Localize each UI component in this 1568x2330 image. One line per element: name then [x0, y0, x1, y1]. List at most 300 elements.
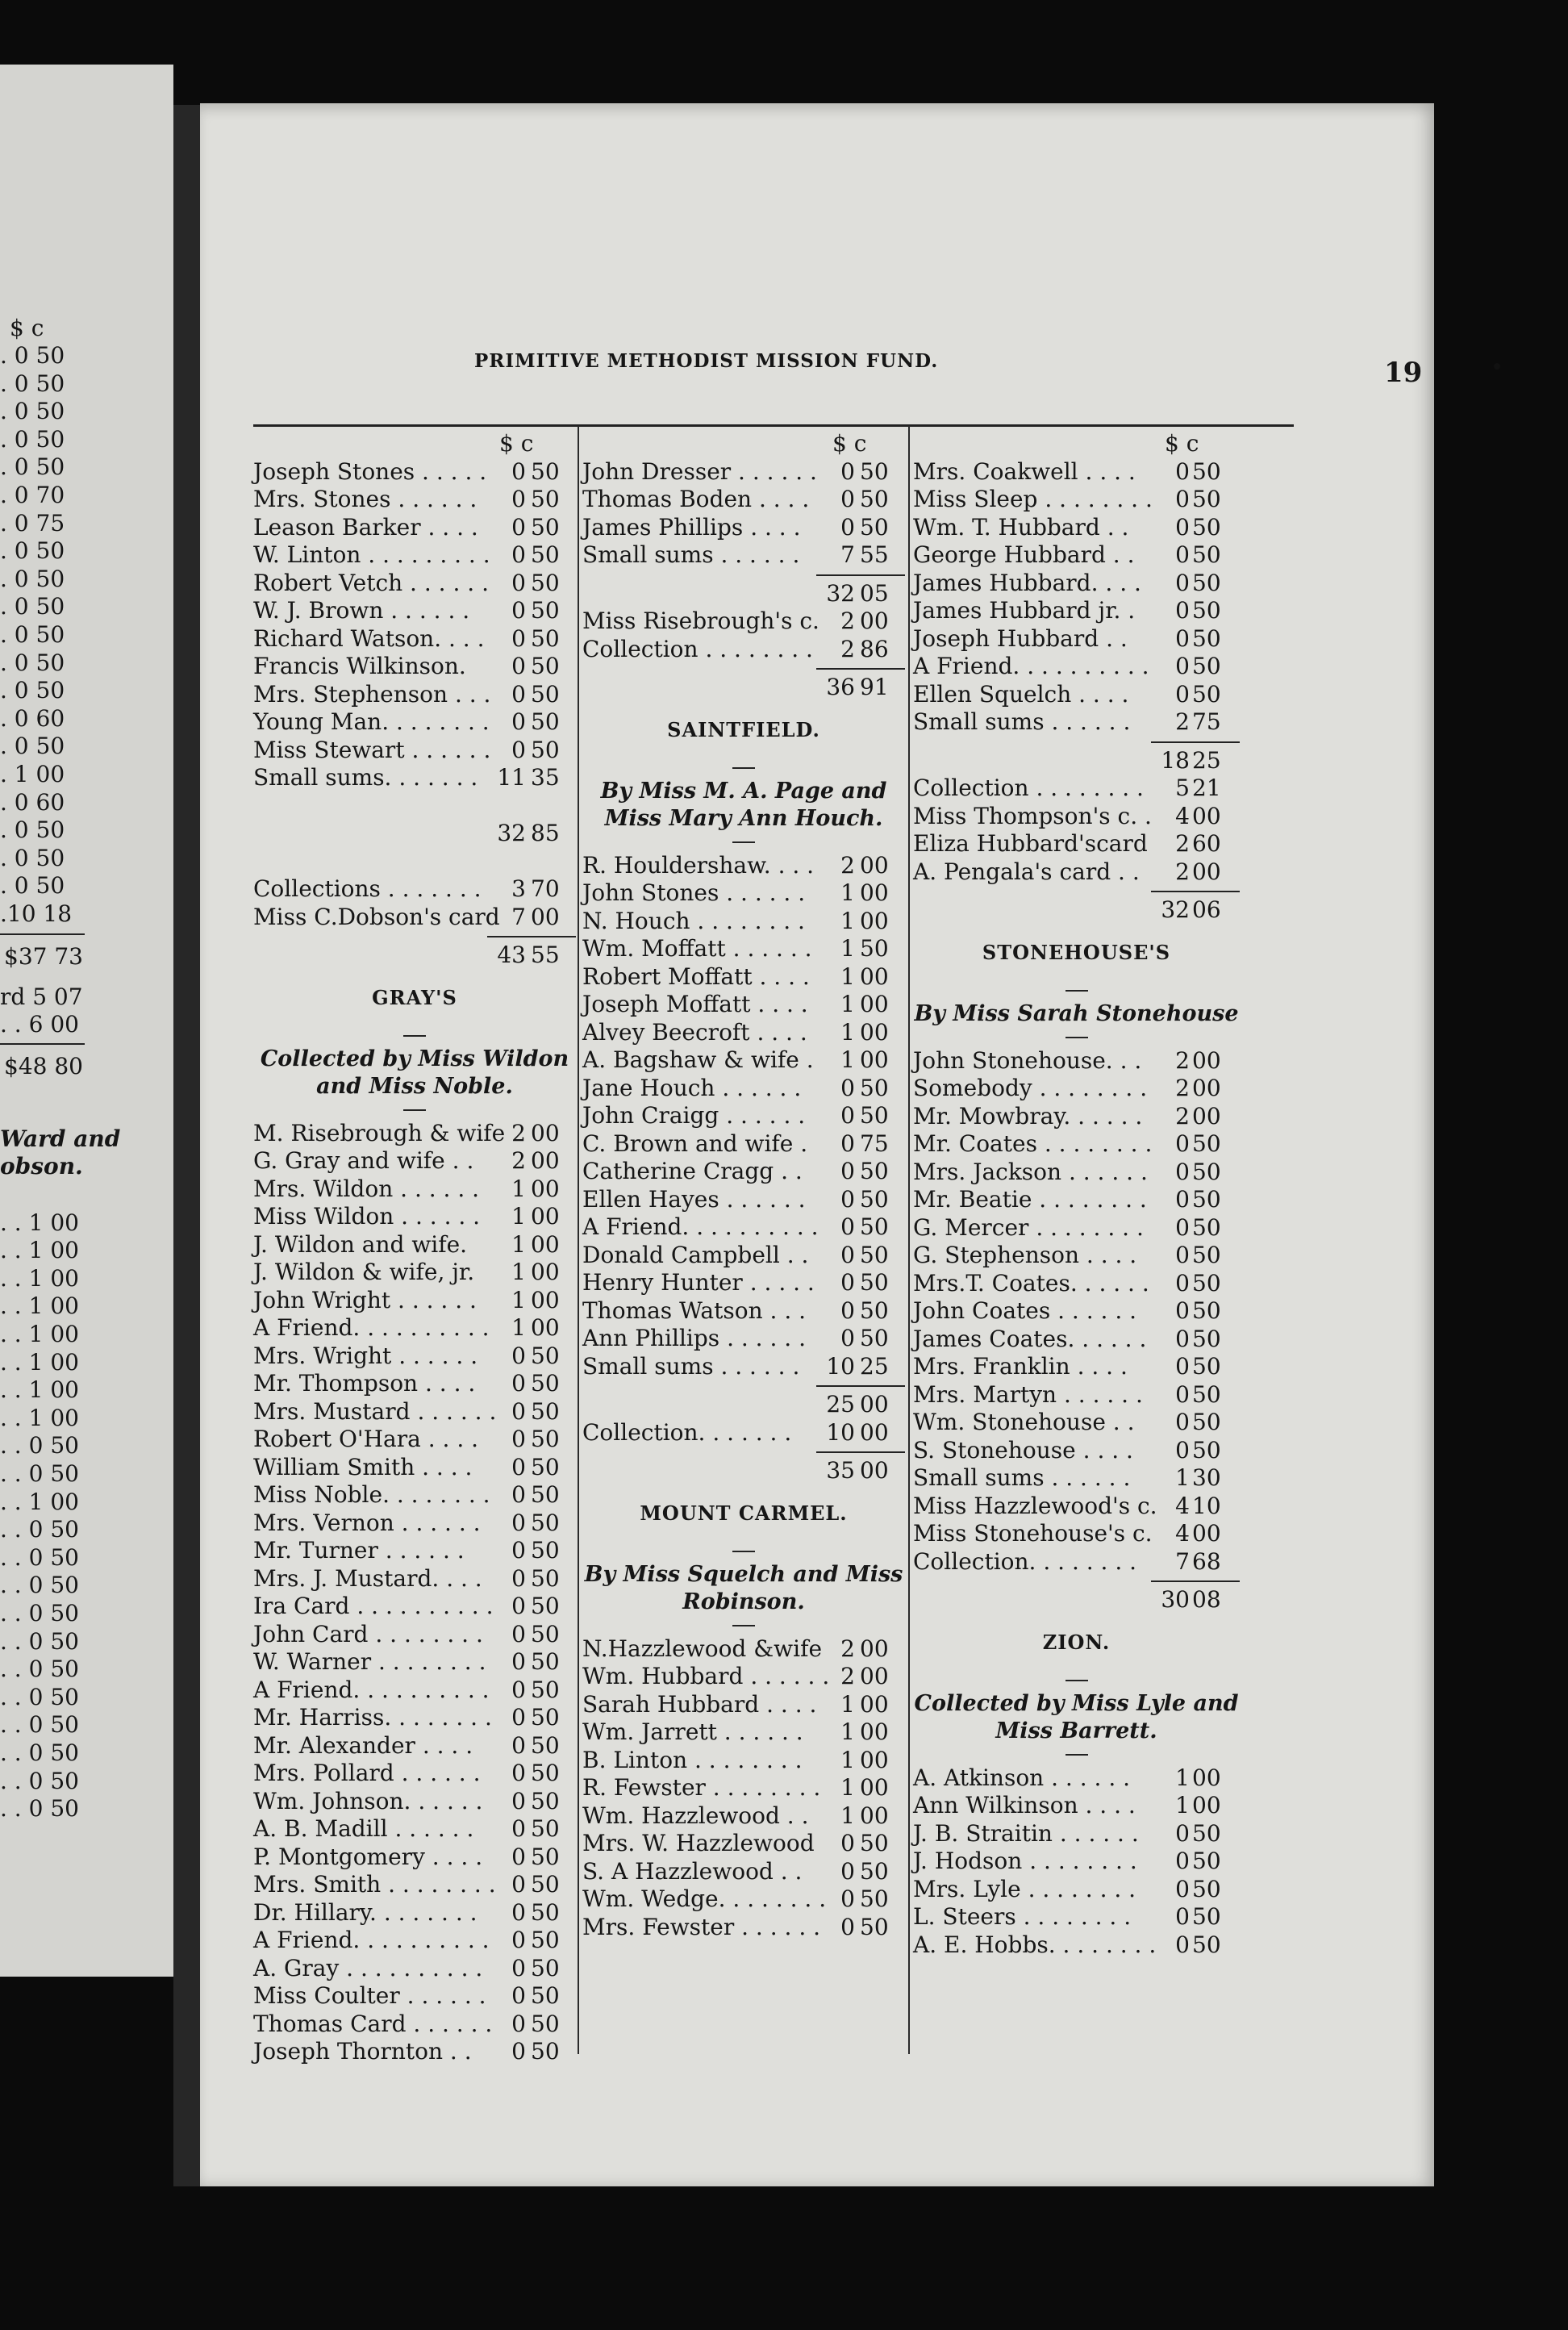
amount-dollars: 0 [511, 2010, 526, 2037]
ledger-row [913, 625, 1240, 653]
amount-dollars: 4 [1175, 802, 1190, 829]
entry-name: Wm. Johnson. . . . . . [253, 1787, 483, 1814]
entry-name: Ellen Squelch . . . . [913, 680, 1129, 708]
entry-name: W. J. Brown . . . . . . [253, 597, 470, 624]
amount-cents: 00 [1192, 1046, 1221, 1074]
amount-cents: 50 [531, 1898, 560, 1926]
amount-cents: 00 [1192, 1075, 1221, 1101]
ledger-row [253, 1982, 576, 2011]
amount-dollars: 1 [511, 1314, 526, 1341]
currency-header: $ c [1165, 430, 1199, 457]
entry-name: A. Bagshaw & wife . [582, 1046, 814, 1073]
section-heading: MOUNT CARMEL. [640, 1501, 848, 1525]
entry-name: A Friend. . . . . . . . . . [253, 1676, 490, 1703]
amount-dollars: 1 [511, 1230, 526, 1258]
entry-name: Mrs. Wildon . . . . . . [253, 1175, 480, 1202]
amount-dollars: 0 [1175, 1325, 1190, 1352]
amount-dollars: 0 [511, 457, 526, 485]
amount-dollars: 0 [1175, 1213, 1190, 1241]
amount-cents: 50 [860, 486, 889, 512]
amount-cents: 00 [531, 1259, 560, 1285]
entry-name: William Smith . . . . [253, 1453, 473, 1480]
left-ledger-row: . . 1 00 [0, 1209, 79, 1236]
amount-dollars: 0 [511, 680, 526, 708]
left-ledger-row: . . 1 00 [0, 1237, 79, 1264]
ledger-row [253, 1314, 576, 1342]
ledger-row [253, 681, 576, 709]
ledger-row [913, 1270, 1240, 1298]
entry-name: John Stones . . . . . . [582, 879, 806, 906]
ledger-row [913, 570, 1240, 598]
amount-cents: 50 [531, 653, 560, 679]
entry-name: G. Mercer . . . . . . . . [913, 1213, 1144, 1241]
amount-cents: 50 [1192, 1409, 1221, 1435]
ledger-row [913, 1409, 1240, 1437]
amount-cents: 05 [860, 579, 889, 607]
entry-name: Miss Coulter . . . . . . [253, 1982, 486, 2009]
amount-dollars: 0 [511, 1815, 526, 1842]
amount-cents: 50 [860, 1185, 889, 1213]
entry-name: John Card . . . . . . . . [253, 1620, 483, 1647]
amount-cents: 50 [1192, 1242, 1221, 1268]
amount-dollars: 32 [826, 579, 855, 607]
left-ledger-row: . 0 50 [0, 370, 65, 397]
ledger-row [582, 1635, 905, 1664]
amount-dollars: 0 [1175, 486, 1190, 512]
ledger-row [253, 1760, 576, 1788]
amount-cents: 50 [1192, 624, 1221, 652]
amount-cents: 00 [1192, 858, 1221, 885]
entry-name: Wm. Wedge. . . . . . . . [582, 1885, 827, 1912]
entry-name: Miss Sleep . . . . . . . . [913, 486, 1153, 512]
entry-name: G. Gray and wife . . [253, 1147, 474, 1174]
section-dash [913, 1745, 1240, 1764]
ledger-row [253, 514, 576, 542]
currency-header-row [582, 430, 905, 458]
entry-name: M. Risebrough & wife [253, 1119, 506, 1146]
amount-cents: 00 [860, 1774, 889, 1801]
amount-dollars: 0 [1175, 513, 1190, 541]
entry-name: Collections . . . . . . . [253, 875, 482, 902]
amount-cents: 00 [531, 1147, 560, 1174]
entry-name: B. Linton . . . . . . . . [582, 1746, 803, 1773]
left-total: $48 80 [4, 1052, 83, 1079]
left-ledger-row: . . 0 50 [0, 1656, 79, 1683]
amount-dollars: 30 [1161, 1586, 1190, 1613]
entry-name: Thomas Boden . . . . [582, 486, 810, 512]
amount-cents: 50 [860, 1102, 889, 1129]
entry-name: A. Atkinson . . . . . . [913, 1764, 1131, 1791]
left-total-rule [0, 1043, 85, 1045]
amount-dollars: 0 [1175, 680, 1190, 708]
amount-cents: 00 [860, 851, 889, 879]
amount-dollars: 0 [1175, 597, 1190, 624]
ledger-row [913, 541, 1240, 570]
amount-dollars: 1 [511, 1175, 526, 1202]
ledger-row [913, 1464, 1240, 1493]
amount-dollars: 0 [1175, 1380, 1190, 1408]
amount-cents: 50 [1192, 1848, 1221, 1874]
entry-name: N.Hazzlewood &wife [582, 1635, 823, 1662]
left-ledger-row: . . 0 50 [0, 1543, 79, 1571]
ledger-row [582, 1325, 905, 1353]
amount-cents: 50 [531, 1815, 560, 1842]
amount-cents: 00 [860, 1046, 889, 1073]
ledger-row [253, 1815, 576, 1844]
amount-cents: 00 [860, 1457, 889, 1484]
amount-cents: 50 [531, 1342, 560, 1369]
ledger-row [582, 1885, 905, 1914]
amount-dollars: 7 [1175, 1547, 1190, 1575]
ledger-row [913, 653, 1240, 681]
amount-dollars: 0 [1175, 1903, 1190, 1930]
amount-cents: 50 [531, 680, 560, 708]
amount-cents: 50 [1192, 513, 1221, 541]
amount-dollars: 0 [1175, 1158, 1190, 1185]
amount-dollars: 1 [1175, 1464, 1190, 1491]
entry-name: Mrs. Wright . . . . . . [253, 1342, 478, 1369]
amount-cents: 50 [531, 1426, 560, 1452]
entry-name: Mrs. Pollard . . . . . . [253, 1760, 481, 1786]
ledger-row [913, 681, 1240, 709]
left-ledger-row: . . 0 50 [0, 1572, 79, 1599]
amount-cents: 00 [531, 1286, 560, 1313]
amount-dollars: 0 [511, 2038, 526, 2065]
ledger-row [582, 1102, 905, 1130]
entry-name: A Friend. . . . . . . . . . [913, 653, 1149, 679]
entry-name: Miss Hazzlewood's c. [913, 1492, 1157, 1519]
amount-dollars: 0 [1175, 1409, 1190, 1435]
ledger-row [253, 1677, 576, 1705]
amount-cents: 00 [531, 1175, 560, 1202]
amount-cents: 50 [531, 1481, 560, 1508]
amount-dollars: 0 [511, 1509, 526, 1536]
ledger-row [913, 1103, 1240, 1131]
entry-name: S. Stonehouse . . . . [913, 1436, 1133, 1464]
amount-dollars: 0 [1175, 653, 1190, 679]
entry-name: Small sums . . . . . . [913, 1464, 1131, 1491]
entry-name: A Friend. . . . . . . . . . [253, 1314, 490, 1341]
amount-cents: 50 [860, 935, 889, 962]
amount-dollars: 35 [826, 1457, 855, 1484]
entry-name: N. Houch . . . . . . . . [582, 907, 805, 934]
left-ledger-row: . . 1 00 [0, 1376, 79, 1404]
ledger-row [913, 1075, 1240, 1103]
amount-cents: 50 [531, 541, 560, 568]
ledger-row [253, 1370, 576, 1398]
ledger-row [913, 514, 1240, 542]
entry-name: Wm. T. Hubbard . . [913, 513, 1129, 541]
ledger-row [582, 1774, 905, 1802]
entry-name: W. Linton . . . . . . . . . [253, 541, 490, 568]
ledger-row [913, 1876, 1240, 1904]
section-subtitle: Collected by Miss Lyle and [914, 1690, 1239, 1716]
left-ledger-row: . . 1 00 [0, 1321, 79, 1347]
ledger-row [582, 852, 905, 880]
left-caption: Ward and [0, 1125, 121, 1152]
entry-name: Richard Watson. . . . [253, 624, 485, 652]
ledger-row [253, 1287, 576, 1315]
left-ledger-row: . 0 60 [0, 704, 65, 732]
amount-dollars: 0 [840, 1158, 855, 1184]
amount-cents: 50 [1192, 457, 1221, 485]
total-rule [913, 737, 1240, 747]
ledger-row [582, 1213, 905, 1242]
section-subtitle: By Miss Squelch and Miss [584, 1561, 903, 1587]
section-dash [913, 1671, 1240, 1690]
amount-cents: 35 [531, 764, 560, 791]
amount-dollars: 1 [511, 1286, 526, 1313]
amount-dollars: 1 [840, 1718, 855, 1745]
ledger-row [582, 1158, 905, 1186]
amount-dollars: 0 [840, 1102, 855, 1129]
entry-name: Ellen Hayes . . . . . . [582, 1185, 806, 1213]
amount-dollars: 2 [840, 608, 855, 634]
ledger-row [253, 1732, 576, 1760]
amount-cents: 50 [531, 1731, 560, 1759]
section-subtitle: Collected by Miss Wildon [260, 1046, 569, 1071]
header-rule [253, 424, 1294, 427]
amount-cents: 55 [860, 541, 889, 568]
ledger-row [582, 1242, 905, 1270]
ledger-row [913, 1381, 1240, 1409]
ledger-row [582, 1186, 905, 1214]
amount-cents: 50 [860, 457, 889, 485]
entry-name: Alvey Beecroft . . . . [582, 1018, 807, 1046]
left-ledger-row: . . 0 50 [0, 1627, 79, 1655]
total-rule [913, 886, 1240, 896]
ledger-row [913, 1326, 1240, 1354]
amount-dollars: 0 [840, 1830, 855, 1856]
ledger-row [582, 991, 905, 1019]
ledger-row [253, 1426, 576, 1454]
amount-cents: 00 [531, 903, 560, 930]
ledger-row [913, 1242, 1240, 1270]
ledger-row [253, 541, 576, 570]
amount-dollars: 0 [840, 1269, 855, 1296]
left-currency-header: $ c [10, 315, 44, 341]
amount-cents: 50 [531, 624, 560, 652]
amount-dollars: 0 [511, 1676, 526, 1703]
amount-dollars: 1 [511, 1259, 526, 1285]
ledger-row [913, 1848, 1240, 1876]
amount-cents: 50 [1192, 1875, 1221, 1902]
ledger-row [913, 1820, 1240, 1848]
entry-name: Mr. Beatie . . . . . . . . [913, 1186, 1147, 1213]
entry-name: Ann Phillips . . . . . . [582, 1325, 806, 1351]
ledger-row [913, 858, 1240, 887]
entry-name: Joseph Hubbard . . [913, 624, 1128, 652]
page [200, 103, 1434, 2186]
amount-cents: 50 [531, 569, 560, 596]
ledger-row [253, 1844, 576, 1872]
left-total-rule [0, 933, 85, 935]
amount-cents: 50 [860, 1269, 889, 1296]
amount-dollars: 0 [511, 1898, 526, 1926]
ledger-row [582, 935, 905, 963]
amount-cents: 00 [1192, 1520, 1221, 1547]
amount-dollars: 1 [840, 1018, 855, 1046]
amount-cents: 30 [1192, 1464, 1221, 1491]
amount-cents: 00 [1192, 802, 1221, 829]
left-extra-row: rd 5 07 [0, 983, 83, 1010]
entry-name: John Craigg . . . . . . [582, 1102, 806, 1129]
left-ledger-row: . . 0 50 [0, 1516, 79, 1543]
amount-cents: 00 [531, 1119, 560, 1146]
entry-name: Leason Barker . . . . [253, 513, 478, 541]
ledger-row [582, 636, 905, 664]
entry-name: Robert O'Hara . . . . [253, 1426, 479, 1452]
amount-dollars: 2 [1175, 1102, 1190, 1130]
column-1 [253, 430, 576, 2066]
amount-dollars: 1 [840, 907, 855, 934]
amount-dollars: 0 [511, 1564, 526, 1592]
entry-name: Mrs. Fewster . . . . . . [582, 1913, 821, 1940]
entry-name: Wm. Moffatt . . . . . . [582, 935, 812, 962]
amount-cents: 08 [1192, 1586, 1221, 1613]
amount-cents: 00 [860, 1663, 889, 1689]
amount-cents: 50 [860, 1913, 889, 1940]
amount-cents: 50 [531, 597, 560, 624]
amount-dollars: 2 [1175, 708, 1190, 735]
entry-name: Thomas Card . . . . . . [253, 2010, 493, 2037]
amount-dollars: 5 [1175, 775, 1190, 801]
entry-name: John Coates . . . . . . [913, 1297, 1137, 1324]
amount-dollars: 0 [511, 1537, 526, 1564]
amount-dollars: 36 [826, 674, 855, 700]
ledger-row [253, 653, 576, 681]
ledger-row [582, 1802, 905, 1831]
ledger-row [582, 1297, 905, 1326]
entry-name: Robert Moffatt . . . . [582, 962, 810, 990]
amount-cents: 50 [1192, 1158, 1221, 1185]
amount-dollars: 2 [840, 1663, 855, 1689]
total-rule [582, 663, 905, 674]
entry-name: Francis Wilkinson. [253, 653, 466, 679]
amount-cents: 50 [860, 1885, 889, 1912]
amount-cents: 50 [531, 1927, 560, 1953]
amount-dollars: 0 [511, 1593, 526, 1619]
entry-name: Miss Risebrough's c. [582, 608, 819, 634]
page-header-title: PRIMITIVE METHODIST MISSION FUND. [474, 350, 939, 372]
ledger-row [582, 963, 905, 992]
entry-name: Donald Campbell . . [582, 1241, 809, 1268]
amount-dollars: 4 [1175, 1520, 1190, 1547]
entry-name: Wm. Hubbard . . . . . . [582, 1663, 830, 1689]
entry-name: Mr. Thompson . . . . [253, 1370, 476, 1397]
ledger-row [582, 1130, 905, 1159]
amount-cents: 50 [860, 1830, 889, 1856]
amount-dollars: 2 [840, 1635, 855, 1662]
entry-name: John Stonehouse. . . [913, 1046, 1142, 1074]
ledger-row [913, 1903, 1240, 1931]
entry-name: R. Fewster . . . . . . . . [582, 1774, 821, 1801]
left-page-fragment [0, 65, 173, 1977]
entry-name: Dr. Hillary. . . . . . . . [253, 1898, 477, 1926]
amount-dollars: 32 [497, 820, 526, 846]
section-dash [913, 981, 1240, 1000]
ledger-row [253, 1231, 576, 1259]
column-3 [913, 430, 1240, 1959]
amount-dollars: 0 [511, 708, 526, 735]
amount-cents: 00 [1192, 1764, 1221, 1791]
subtotal-row [582, 674, 905, 702]
left-ledger-row: . 0 50 [0, 844, 65, 871]
amount-dollars: 0 [840, 1130, 855, 1157]
amount-cents: 25 [1192, 746, 1221, 774]
amount-dollars: 0 [511, 569, 526, 596]
section-subtitle: By Miss Sarah Stonehouse [914, 1000, 1239, 1026]
ledger-row [253, 1788, 576, 1816]
entry-name: Collection. . . . . . . . [913, 1547, 1137, 1575]
entry-name: Joseph Thornton . . [253, 2038, 472, 2065]
amount-dollars: 0 [511, 736, 526, 763]
ledger-row [253, 1481, 576, 1509]
ledger-row [913, 1297, 1240, 1326]
left-ledger-row: . . 0 50 [0, 1795, 79, 1823]
amount-cents: 00 [860, 991, 889, 1017]
amount-cents: 00 [860, 608, 889, 634]
entry-name: Sarah Hubbard . . . . [582, 1690, 817, 1718]
amount-cents: 50 [531, 1843, 560, 1870]
amount-cents: 50 [531, 2010, 560, 2037]
ledger-row [582, 1858, 905, 1886]
amount-dollars: 0 [511, 1342, 526, 1369]
amount-cents: 50 [531, 1871, 560, 1898]
section-dash [582, 833, 905, 852]
entry-name: Robert Vetch . . . . . . [253, 569, 489, 596]
amount-cents: 50 [531, 1787, 560, 1814]
subtotal-row [913, 896, 1240, 925]
entry-name: John Wright . . . . . . [253, 1286, 477, 1313]
entry-name: Mr. Turner . . . . . . [253, 1537, 465, 1564]
amount-cents: 00 [860, 1746, 889, 1773]
amount-cents: 86 [860, 635, 889, 662]
amount-dollars: 0 [840, 1857, 855, 1885]
page-number: 19 [1384, 357, 1423, 389]
ledger-row [253, 737, 576, 765]
left-ledger-row: . . 1 00 [0, 1348, 79, 1376]
left-ledger-row: . 0 60 [0, 788, 65, 816]
ledger-row [253, 1899, 576, 1927]
ledger-row [253, 1565, 576, 1593]
entry-name: Somebody . . . . . . . . [913, 1075, 1148, 1101]
entry-name: A Friend. . . . . . . . . . [582, 1213, 819, 1240]
left-extra-row: . . 6 00 [0, 1010, 79, 1038]
entry-name: L. Steers . . . . . . . . [913, 1903, 1132, 1930]
entry-name: W. Warner . . . . . . . . [253, 1648, 486, 1675]
book-spine [173, 105, 200, 2186]
entry-name: A Friend. . . . . . . . . . [253, 1927, 490, 1953]
entry-name: A. B. Madill . . . . . . [253, 1815, 474, 1842]
amount-cents: 50 [1192, 1269, 1221, 1297]
amount-cents: 50 [531, 486, 560, 512]
amount-dollars: 0 [1175, 1436, 1190, 1464]
amount-dollars: 2 [511, 1147, 526, 1174]
ledger-row [582, 879, 905, 908]
amount-dollars: 0 [511, 1481, 526, 1508]
amount-dollars: 10 [826, 1418, 855, 1446]
entry-name: Miss C.Dobson's card [253, 903, 500, 930]
amount-dollars: 0 [1175, 1848, 1190, 1874]
amount-cents: 50 [1192, 653, 1221, 679]
amount-dollars: 7 [511, 903, 526, 930]
left-ledger-row: . . 1 00 [0, 1488, 79, 1515]
entry-name: G. Stephenson . . . . [913, 1242, 1137, 1268]
amount-dollars: 0 [1175, 1297, 1190, 1324]
ledger-row [913, 803, 1240, 831]
ledger-row [253, 1593, 576, 1621]
